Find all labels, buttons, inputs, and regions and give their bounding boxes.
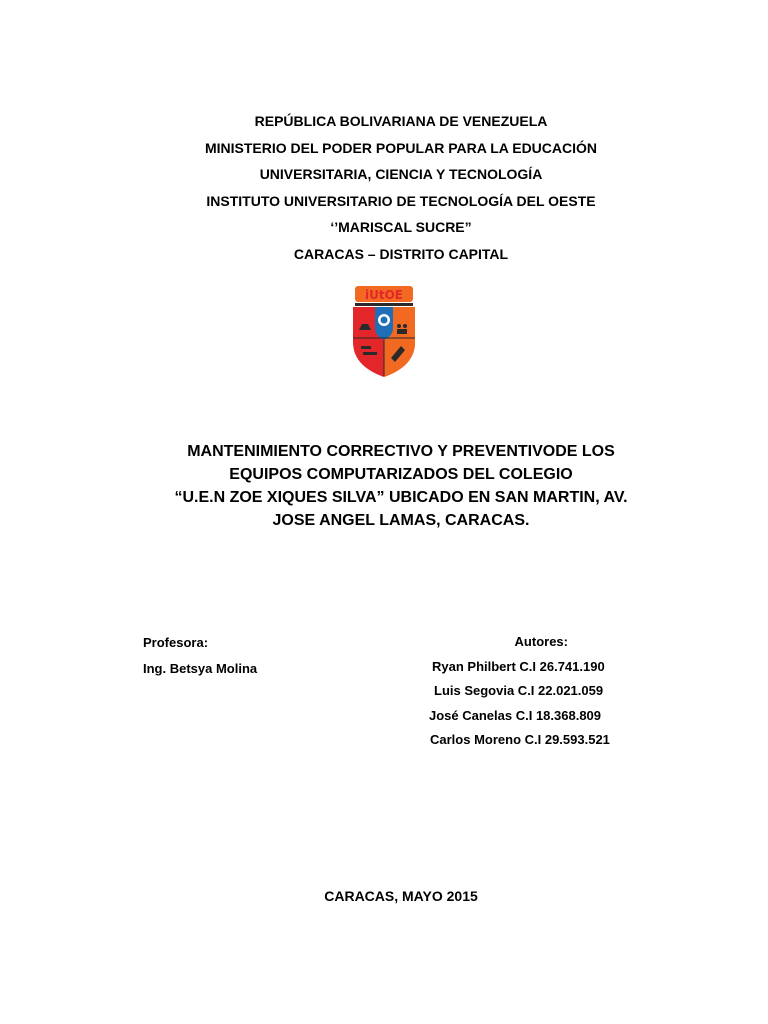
- author-item: Ryan Philbert C.I 26.741.190: [432, 658, 605, 674]
- logo-wordmark: iUtOE: [365, 288, 403, 302]
- university-shield-icon: [349, 286, 419, 378]
- document-title: [0, 440, 768, 532]
- header-line-institute-name: ‘’MARISCAL SUCRE”: [330, 219, 472, 236]
- people-glyph-body: [397, 329, 407, 334]
- emblem-inner: [381, 317, 388, 324]
- header-line-ministry-cont: UNIVERSITARIA, CIENCIA Y TECNOLOGÍA: [259, 166, 543, 183]
- people-glyph: [397, 324, 401, 328]
- header-line-institute: INSTITUTO UNIVERSITARIO DE TECNOLOGÍA DEL OESTE: [206, 192, 596, 209]
- place-and-date: CARACAS, MAYO 2015: [324, 888, 478, 904]
- authors-label: Autores:: [514, 634, 568, 649]
- header-line-republic: REPÚBLICA BOLIVARIANA DE VENEZUELA: [254, 113, 548, 129]
- tool-glyph: [361, 346, 371, 349]
- author-item: Carlos Moreno C.I 29.593.521: [430, 732, 610, 748]
- professor-block: [143, 630, 257, 682]
- author-item: Luis Segovia C.I 22.021.059: [434, 683, 604, 699]
- professor-name: Ing. Betsya Molina: [143, 661, 258, 676]
- institution-header: [0, 108, 768, 268]
- author-item: José Canelas C.I 18.368.809: [429, 707, 602, 723]
- professor-label: Profesora:: [143, 635, 209, 650]
- title-line-3: “U.E.N ZOE XIQUES SILVA” UBICADO EN SAN MARTIN, AV.: [174, 489, 628, 506]
- people-glyph-2: [403, 324, 407, 328]
- title-line-1: MANTENIMIENTO CORRECTIVO Y PREVENTIVODE LOS: [187, 443, 615, 460]
- title-line-2: EQUIPOS COMPUTARIZADOS DEL COLEGIO: [229, 466, 573, 483]
- logo-underline: [355, 303, 413, 306]
- header-line-location: CARACAS – DISTRITO CAPITAL: [293, 245, 509, 262]
- title-line-4: JOSE ANGEL LAMAS, CARACAS.: [272, 512, 530, 529]
- header-line-ministry: MINISTERIO DEL PODER POPULAR PARA LA EDUCACIÓN: [204, 139, 598, 156]
- tool-glyph-2: [363, 352, 377, 355]
- authors-block: [400, 630, 650, 753]
- shield-bottom-right: [384, 338, 415, 377]
